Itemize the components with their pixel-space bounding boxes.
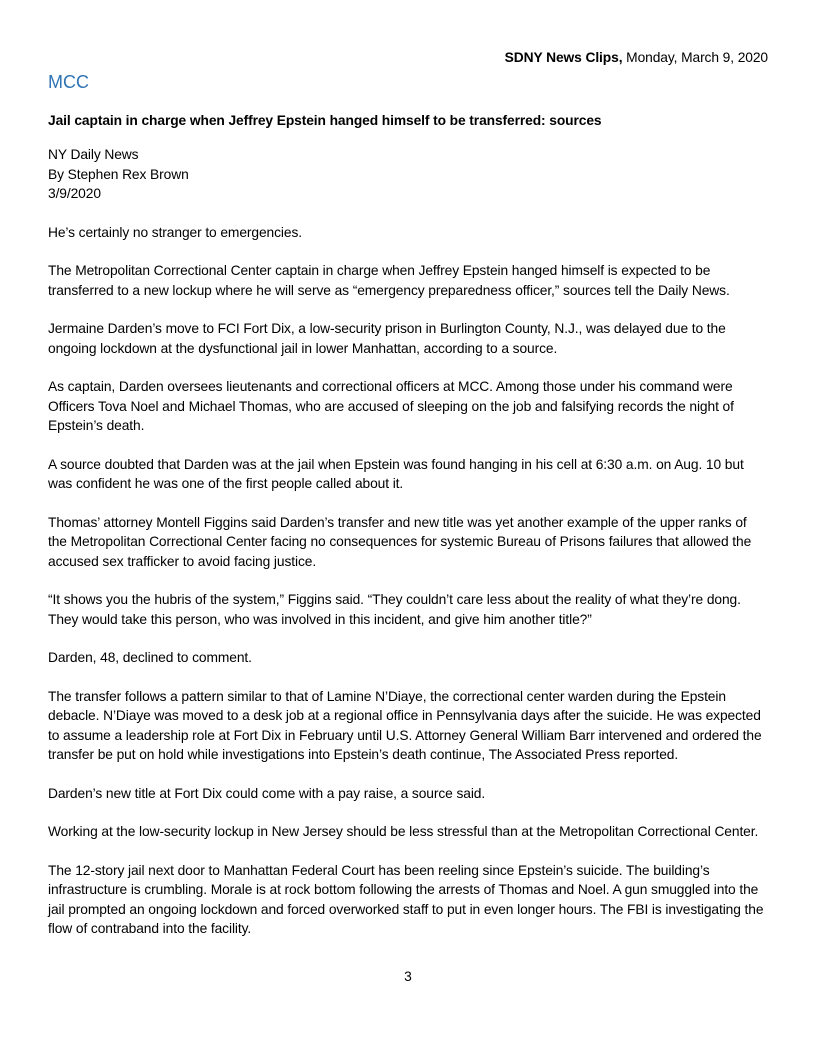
- article-paragraph: Darden, 48, declined to comment.: [48, 650, 252, 666]
- article-date: 3/9/2020: [48, 186, 101, 202]
- article-paragraph: The Metropolitan Correctional Center captain in charge when Jeffrey Epstein hanged himself is expected to be transferred to a new lockup where he will serve as “emergency preparedness officer,” sources tell the Daily News.: [48, 263, 730, 298]
- page-number: 3: [404, 969, 412, 984]
- article-source: NY Daily News: [48, 147, 139, 163]
- header-date: Monday, March 9, 2020: [626, 50, 768, 65]
- article-byline: By Stephen Rex Brown: [48, 166, 189, 182]
- article-paragraph: He’s certainly no stranger to emergencies.: [48, 224, 302, 240]
- section-heading: MCC: [48, 72, 89, 92]
- article-headline: Jail captain in charge when Jeffrey Epstein hanged himself to be transferred: sources: [48, 113, 602, 128]
- article-paragraph: A source doubted that Darden was at the jail when Epstein was found hanging in his cell at 6:30 a.m. on Aug. 10 but was confident he was one of the first people called about it.: [48, 456, 744, 492]
- article-paragraph: Darden’s new title at Fort Dix could come with a pay raise, a source said.: [48, 785, 486, 801]
- article-paragraph: The transfer follows a pattern similar to that of Lamine N’Diaye, the correctional center warden during the Epstein debacle. N’Diaye was moved to a desk job at a regional office in Pennsylvania days after the suicide. He was expected to assume a leadership role at Fort Dix in February until U.S. Attorney General William Barr intervened and ordered the transfer be put on hold while investigations into Epstein’s death continue, The Associated Press reported.: [48, 688, 762, 762]
- article-paragraph: As captain, Darden oversees lieutenants and correctional officers at MCC. Among those under his command were Officers Tova Noel and Michael Thomas, who are accused of sleeping on the job and falsifying records the night of Epstein’s death.: [48, 379, 734, 434]
- article-paragraph: “It shows you the hubris of the system,” Figgins said. “They couldn’t care less about the reality of what they’re dong. They would take this person, who was involved in this incident, and give him another title?”: [48, 592, 741, 627]
- article-paragraph: The 12-story jail next door to Manhattan Federal Court has been reeling since Epstein’s suicide. The building’s infrastructure is crumbling. Morale is at rock bottom following the arrests of Thomas and Noel. A gun smuggled into the jail prompted an ongoing lockdown and forced overworked staff to put in even longer hours. The FBI is investigating the flow of contraband into the facility.: [48, 863, 764, 937]
- article-paragraph: Jermaine Darden’s move to FCI Fort Dix, a low-security prison in Burlington County, N.J., was delayed due to the ongoing lockdown at the dysfunctional jail in lower Manhattan, according to a source.: [48, 321, 726, 356]
- byline-block: [48, 145, 768, 203]
- article-paragraph: Thomas’ attorney Montell Figgins said Darden’s transfer and new title was yet another example of the upper ranks of the Metropolitan Correctional Center facing no consequences for systemic Bureau of Prisons failures that allowed the accused sex trafficker to avoid facing justice.: [48, 514, 752, 569]
- document-header: [48, 48, 768, 67]
- article-paragraph: Working at the low-security lockup in New Jersey should be less stressful than at the Metropolitan Correctional Center.: [48, 824, 759, 840]
- header-publication: SDNY News Clips,: [504, 50, 623, 65]
- document-content: [48, 48, 768, 938]
